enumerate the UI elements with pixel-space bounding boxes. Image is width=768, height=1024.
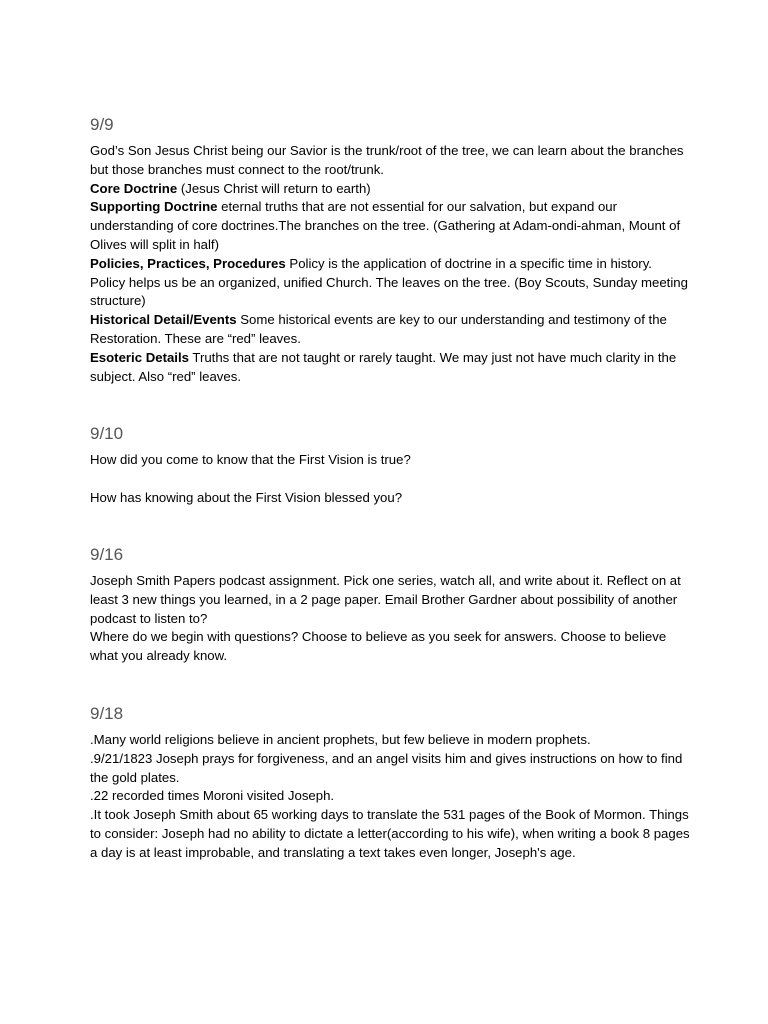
paragraph-text: How did you come to know that the First Vision is true? xyxy=(90,452,411,467)
paragraph xyxy=(90,787,690,806)
paragraph xyxy=(90,198,690,254)
paragraph-text: .Many world religions believe in ancient prophets, but few believe in modern prophets. xyxy=(90,732,591,747)
paragraph xyxy=(90,349,690,387)
paragraph-text: God’s Son Jesus Christ being our Savior is the trunk/root of the tree, we can learn about the branches but those branches must connect to the root/trunk. xyxy=(90,143,684,177)
paragraph xyxy=(90,628,690,666)
paragraph xyxy=(90,806,690,862)
section-9-16 xyxy=(90,545,690,666)
paragraph xyxy=(90,255,690,311)
paragraph-text: .It took Joseph Smith about 65 working days to translate the 531 pages of the Book of Mormon. Things to consider: Joseph had no ability to dictate a letter(according to his wife), when writing a book 8 pages a day is at least improbable, and translating a text takes even longer, Joseph's age. xyxy=(90,807,690,860)
blank-line xyxy=(90,470,690,489)
paragraph-text: Truths that are not taught or rarely taught. We may just not have much clarity in the subject. Also “red” leaves. xyxy=(90,349,677,384)
paragraph-text: Where do we begin with questions? Choose to believe as you seek for answers. Choose to believe what you already know. xyxy=(90,629,667,664)
paragraph xyxy=(90,750,690,788)
section-9-9 xyxy=(90,115,690,386)
paragraph xyxy=(90,180,690,199)
paragraph-text: .22 recorded times Moroni visited Joseph. xyxy=(90,788,335,804)
section-date: 9/16 xyxy=(90,545,124,564)
paragraph-text: How has knowing about the First Vision blessed you? xyxy=(90,489,403,505)
paragraph xyxy=(90,731,690,750)
section-9-18 xyxy=(90,704,690,863)
paragraph-text: Joseph Smith Papers podcast assignment. Pick one series, watch all, and write about it. Reflect on at least 3 new things you learned, in a 2 page paper. Email Brother Gardner about possibility of another podcast to listen to? xyxy=(90,573,681,626)
paragraph-text: .9/21/1823 Joseph prays for forgiveness, and an angel visits him and gives instructions on how to find the gold plates. xyxy=(90,750,683,785)
section-9-10 xyxy=(90,424,690,507)
paragraph-text: (Jesus Christ will return to earth) xyxy=(177,180,371,196)
section-date: 9/10 xyxy=(90,424,124,443)
paragraph-text: Some historical events are key to our understanding and testimony of the Restoration. These are “red” leaves. xyxy=(90,312,667,346)
term-label: Policies, Practices, Procedures xyxy=(90,255,286,271)
section-date: 9/18 xyxy=(90,704,124,723)
term-label: Historical Detail/Events xyxy=(90,312,237,328)
paragraph-text: Policy is the application of doctrine in a specific time in history. Policy helps us be an organized, unified Church. The leaves on the tree. (Boy Scouts, Sunday meeting structure) xyxy=(90,255,688,309)
paragraph xyxy=(90,142,690,180)
term-label: Core Doctrine xyxy=(90,180,178,196)
paragraph xyxy=(90,311,690,349)
term-label: Esoteric Details xyxy=(90,349,189,365)
section-date: 9/9 xyxy=(90,115,114,134)
paragraph xyxy=(90,572,690,628)
paragraph xyxy=(90,489,690,508)
term-label: Supporting Doctrine xyxy=(90,199,218,215)
paragraph xyxy=(90,451,690,470)
paragraph-text: eternal truths that are not essential for our salvation, but expand our understanding of core doctrines.The branches on the tree. (Gathering at Adam-ondi-ahman, Mount of Olives will split in half) xyxy=(90,199,681,252)
